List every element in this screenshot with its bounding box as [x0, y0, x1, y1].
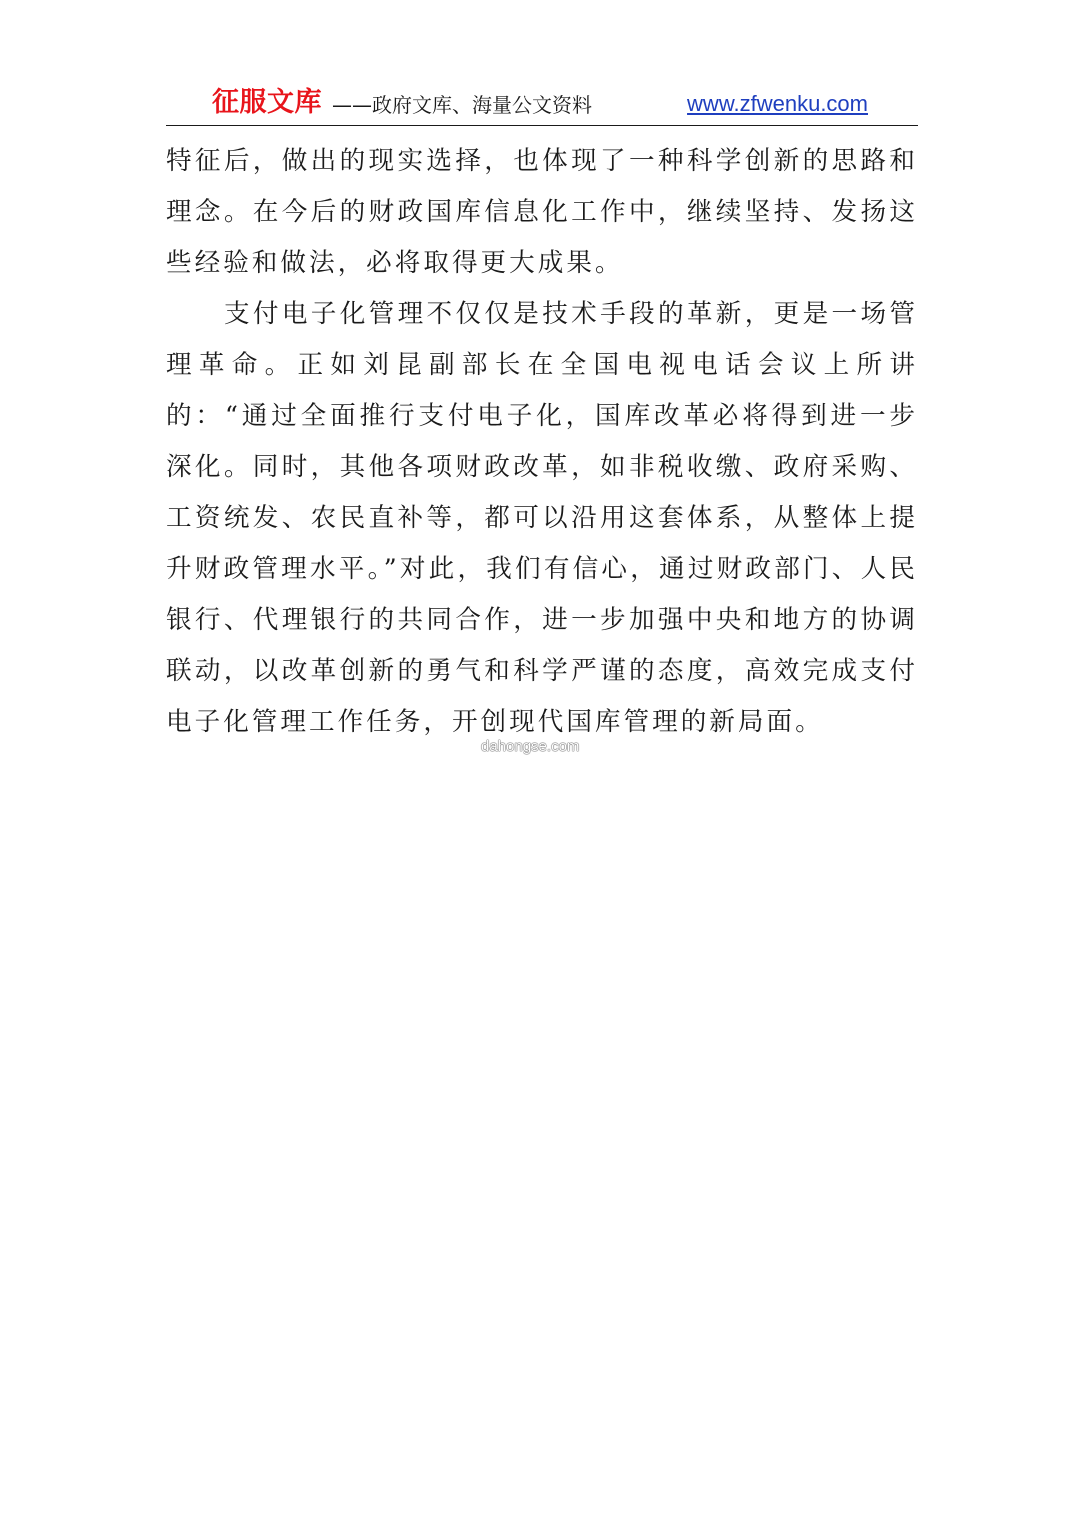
watermark: dahongse.com: [481, 738, 580, 755]
brand-logo-text: 征服文库: [212, 87, 322, 118]
header-divider: [166, 125, 918, 126]
document-body: [166, 136, 918, 748]
paragraph: 支付电子化管理不仅仅是技术手段的革新，更是一场管理革命。正如刘昆副部长在全国电视电话会议上所讲的：“通过全面推行支付电子化，国库改革必将得到进一步深化。同时，其他各项财政改革，如非税收缴、政府采购、工资统发、农民直补等，都可以沿用这套体系，从整体上提升财政管理水平。”对此，我们有信心，通过财政部门、人民银行、代理银行的共同合作，进一步加强中央和地方的协调联动，以改革创新的勇气和科学严谨的态度，高效完成支付电子化管理工作任务，开创现代国库管理的新局面。: [166, 299, 918, 737]
site-url-link[interactable]: www.zfwenku.com: [687, 91, 868, 116]
page-header: [166, 86, 918, 126]
paragraph-continuation: 特征后，做出的现实选择，也体现了一种科学创新的思路和理念。在今后的财政国库信息化工作中，继续坚持、发扬这些经验和做法，必将取得更大成果。: [166, 146, 918, 278]
header-tagline: ——政府文库、海量公文资料: [332, 93, 592, 117]
